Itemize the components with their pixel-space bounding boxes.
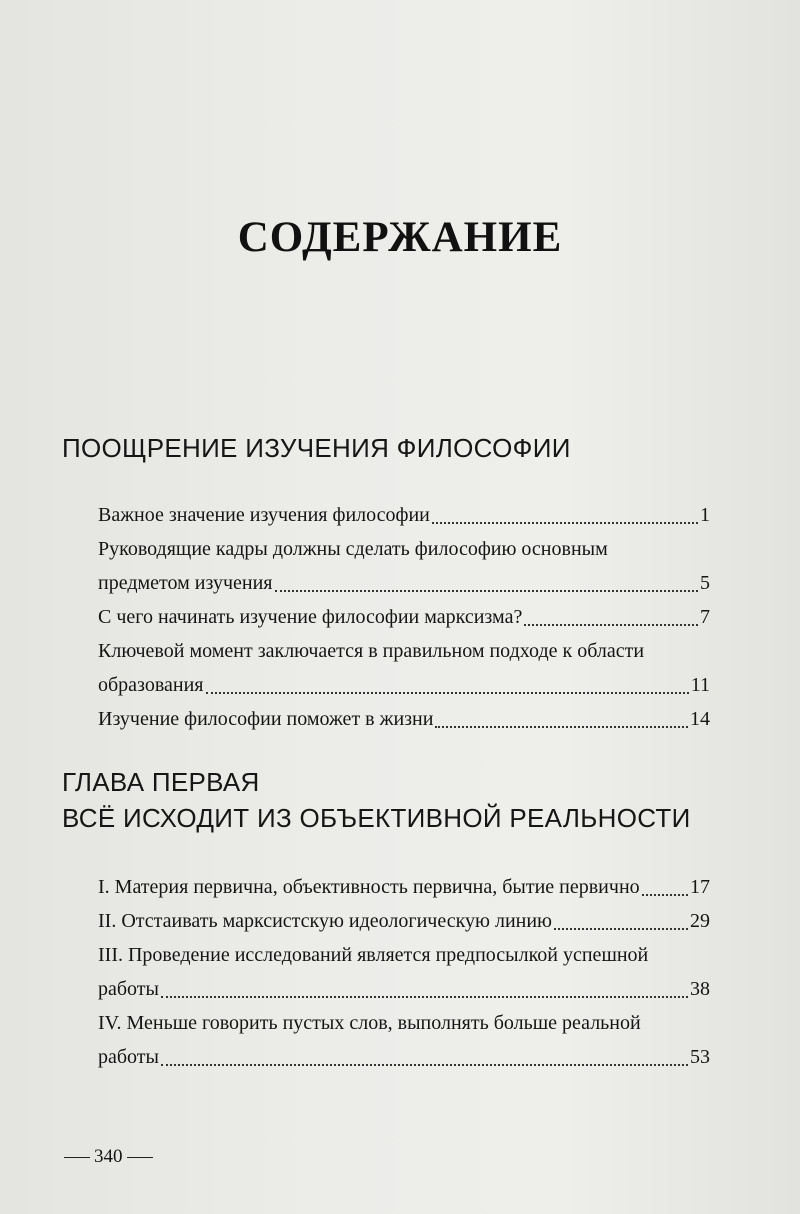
- toc-list: [98, 498, 710, 736]
- toc-entry-page: 29: [690, 910, 710, 932]
- toc-entry-title-continued: образования: [98, 674, 204, 696]
- toc-entry-title-continued: работы: [98, 1046, 159, 1068]
- toc-entry-title: Руководящие кадры должны сделать философию основным: [98, 538, 608, 560]
- section-heading-line: ПООЩРЕНИЕ ИЗУЧЕНИЯ ФИЛОСОФИИ: [62, 433, 571, 463]
- toc-entry-page: 1: [700, 504, 710, 526]
- toc-entry-title: С чего начинать изучение философии марксизма?: [98, 606, 523, 628]
- toc-entry-page: 7: [700, 606, 710, 628]
- toc-entry-title: Ключевой момент заключается в правильном подходе к области: [98, 640, 645, 662]
- leader-dots: [432, 522, 698, 524]
- toc-entry[interactable]: [98, 1006, 710, 1074]
- page-number-footer: [60, 1146, 157, 1168]
- toc-entry-title: IV. Меньше говорить пустых слов, выполнять больше реальной: [98, 1012, 641, 1034]
- toc-entry[interactable]: [98, 938, 710, 1006]
- toc-entry-title-continued: работы: [98, 978, 159, 1000]
- toc-entry[interactable]: [98, 702, 710, 736]
- toc-entry-title: I. Материя первична, объективность первична, бытие первично: [98, 876, 640, 898]
- leader-dots: [275, 590, 698, 592]
- toc-entry-page: 53: [690, 1046, 710, 1068]
- toc-entry[interactable]: [98, 904, 710, 938]
- chapter-label: ГЛАВА ПЕРВАЯ: [62, 767, 260, 797]
- folio-dash-right: [127, 1157, 153, 1158]
- toc-entry[interactable]: [98, 600, 710, 634]
- toc-entry[interactable]: [98, 532, 710, 600]
- page-title: СОДЕРЖАНИЕ: [237, 214, 563, 261]
- toc-entry-page: 38: [690, 978, 710, 1000]
- page-number: 340: [94, 1146, 123, 1167]
- toc-entry-page: 5: [700, 572, 710, 594]
- toc-entry-title-continued: предметом изучения: [98, 572, 273, 594]
- leader-dots: [161, 996, 688, 998]
- toc-list: [98, 870, 710, 1074]
- toc-entry[interactable]: [98, 498, 710, 532]
- leader-dots: [642, 894, 688, 896]
- toc-entry-title: Изучение философии поможет в жизни: [98, 708, 434, 730]
- toc-entry-title: II. Отстаивать марксистскую идеологическую линию: [98, 910, 552, 932]
- leader-dots: [554, 928, 688, 930]
- leader-dots: [435, 726, 688, 728]
- toc-entry-title: Важное значение изучения философии: [98, 504, 430, 526]
- toc-entry-page: 17: [690, 876, 710, 898]
- toc-entry[interactable]: [98, 634, 710, 702]
- toc-entry-page: 11: [690, 674, 710, 696]
- chapter-title: ВСЁ ИСХОДИТ ИЗ ОБЪЕКТИВНОЙ РЕАЛЬНОСТИ: [62, 803, 691, 833]
- leader-dots: [524, 624, 698, 626]
- toc-entry-page: 14: [690, 708, 710, 730]
- section-heading: [62, 764, 691, 836]
- leader-dots: [161, 1064, 688, 1066]
- folio-dash-left: [64, 1157, 90, 1158]
- leader-dots: [206, 692, 689, 694]
- section-heading: [62, 430, 571, 466]
- toc-entry[interactable]: [98, 870, 710, 904]
- toc-entry-title: III. Проведение исследований является предпосылкой успешной: [98, 944, 649, 966]
